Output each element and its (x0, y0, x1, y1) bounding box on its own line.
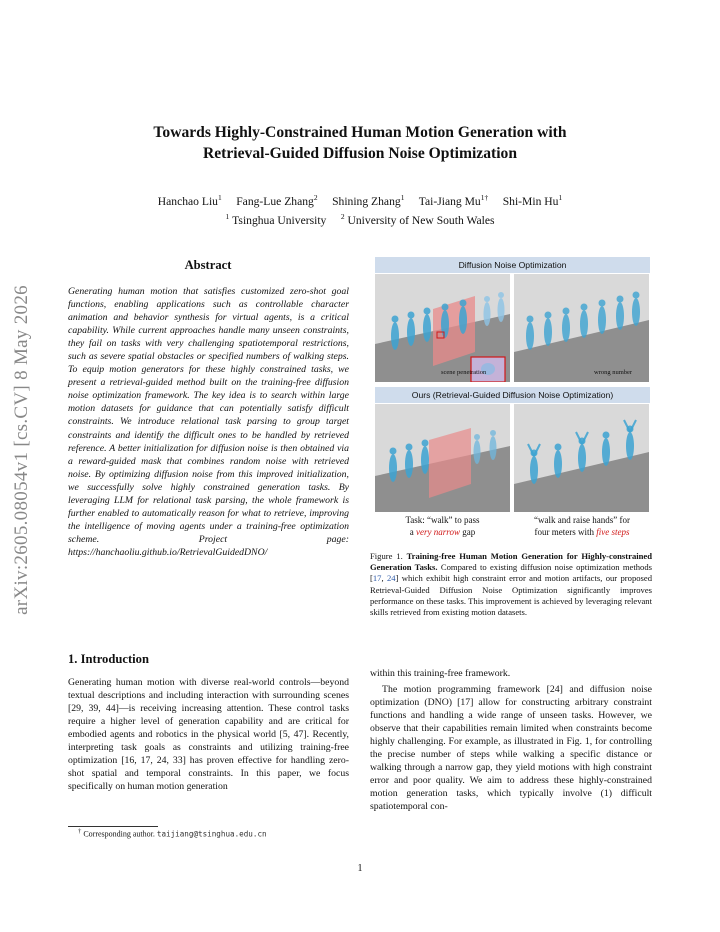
footnote: † Corresponding author. taijiang@tsinghua.edu.cn (78, 828, 267, 839)
corresponding-email: taijiang@tsinghua.edu.cn (156, 829, 267, 839)
affiliation: University of New South Wales (347, 213, 495, 227)
author: Shining Zhang (332, 194, 401, 208)
author: Fang-Lue Zhang (236, 194, 314, 208)
label-wrong-number: wrong number (594, 369, 633, 376)
author-block (60, 190, 660, 228)
section-heading-introduction: 1. Introduction (68, 652, 149, 666)
paper-title (60, 122, 660, 164)
arxiv-identifier: arXiv:2605.08054v1 [cs.CV] 8 May 2026 (11, 285, 32, 615)
figure-panel-dno-gap (375, 274, 510, 382)
figure-panel-ours-gap (375, 404, 510, 512)
subcaption-right: “walk and raise hands” for four meters with five steps (534, 515, 630, 537)
author: Shi-Min Hu (502, 194, 559, 208)
intro-paragraph-left: Generating human motion with diverse real-world controls—beyond textual descriptions and including interaction with surrounding scenes [29, 39, 44]—is receiving increasing attention. These control tasks require a higher level of generation capability and are critical for embodied agents and robotics in the physical world [5, 47]. Recently, interpreting task goals as constraints and utilizing training-free optimization [16, 17, 24, 33] has proven effective for handling zero-shot spatial and temporal constraints. In this paper, we focus specifically on human motion generation (68, 677, 349, 793)
citation-link[interactable]: 24 (386, 573, 396, 584)
intro-paragraph-right: The motion programming framework [24] and diffusion noise optimization (DNO) [17] allow for constructing arbitrary constraint functions and handling a wide range of unseen tasks. However, we observe that their capabilities remain limited when constraints become highly challenging. For example, as illustrated in Fig. 1, for controlling the precise number of steps while walking a specific distance or walking through a narrow gap, they yield motions with high constraint error and poor quality. We aim to address these highly-constrained motion generation tasks, which typically involve (1) difficult spatiotemporal con- (370, 684, 652, 813)
figure-bottom-bar: Ours (Retrieval-Guided Diffusion Noise Optimization) (375, 387, 650, 403)
affiliation: Tsinghua University (232, 213, 327, 227)
affiliation-list: $^1$ Tsinghua University $^2$ University of New South Wales (225, 211, 495, 227)
abstract-text: Generating human motion that satisfies customized zero-shot goal functions, enabling applications such as controllable character animation and behavior synthesis for virtual agents, is a critical capability. While current approaches handle many unseen constraints, they fail on tasks with very challenging spatiotemporal restrictions, such as severe spatial obstacles or specified numbers of walking steps. To equip motion generators for these highly constrained tasks, we present a retrieval-guided method built on the training-free diffusion noise optimization framework. The key idea is to search within large motion datasets for guidance that can potentially satisfy difficult constraints. We introduce relational task parsing to group target constraints and identify the difficult ones to be handled by retrieved reference. A better initialization for diffusion noise is then obtained via a reward-guided mask that combines random noise with retrieved noise. By optimizing diffusion noise from this improved initialization, we successfully solve highly constrained generation tasks. By leveraging LLM for relational task parsing, the whole framework is further enabled to automatically reason for what to retrieve, improving the intelligence of moving agents under a training-free optimization scheme. Project page: https://hanchaoliu.github.io/RetrievalGuidedDNO/ (68, 286, 349, 558)
page-number: 1 (357, 863, 363, 874)
figure-panel-dno-steps (514, 274, 649, 382)
title-line-1: Towards Highly-Constrained Human Motion Generation with (153, 124, 567, 141)
arxiv-sidebar (2, 250, 42, 650)
subcaption-left: Task: “walk” to pass a very narrow gap (405, 515, 480, 537)
author: Tai-Jiang Mu (418, 194, 481, 208)
figure-caption: Figure 1. Training-free Human Motion Generation for Highly-constrained Generation Tasks. Compared to existing diffusion noise optimization methods [17, 24] which exhibit high constraint error and motion artifacts, our proposed Retrieval-Guided Diffusion Noise Optimization significantly improves performance on these tasks. This improvement is achieved by leveraging relevant skills retrieved from existing motion datasets. (370, 551, 652, 618)
author-list: Hanchao Liu$^1$ Fang-Lue Zhang$^2$ Shining Zhang$^1$ Tai-Jiang $Mu^{1\dagger}$ Shi-Min Hu$^1$ (157, 193, 563, 208)
intro-right-column (370, 667, 652, 814)
figure-panel-ours-steps (514, 404, 649, 512)
citation-link[interactable]: 17 (372, 573, 382, 584)
label-scene-penetration: scene penetration (441, 369, 487, 376)
abstract-heading: Abstract (184, 258, 232, 272)
author: Hanchao Liu (157, 194, 218, 208)
title-line-2: Retrieval-Guided Diffusion Noise Optimization (202, 145, 518, 162)
figure-top-bar: Diffusion Noise Optimization (375, 257, 650, 273)
intro-continuation: within this training-free framework. (370, 668, 511, 679)
